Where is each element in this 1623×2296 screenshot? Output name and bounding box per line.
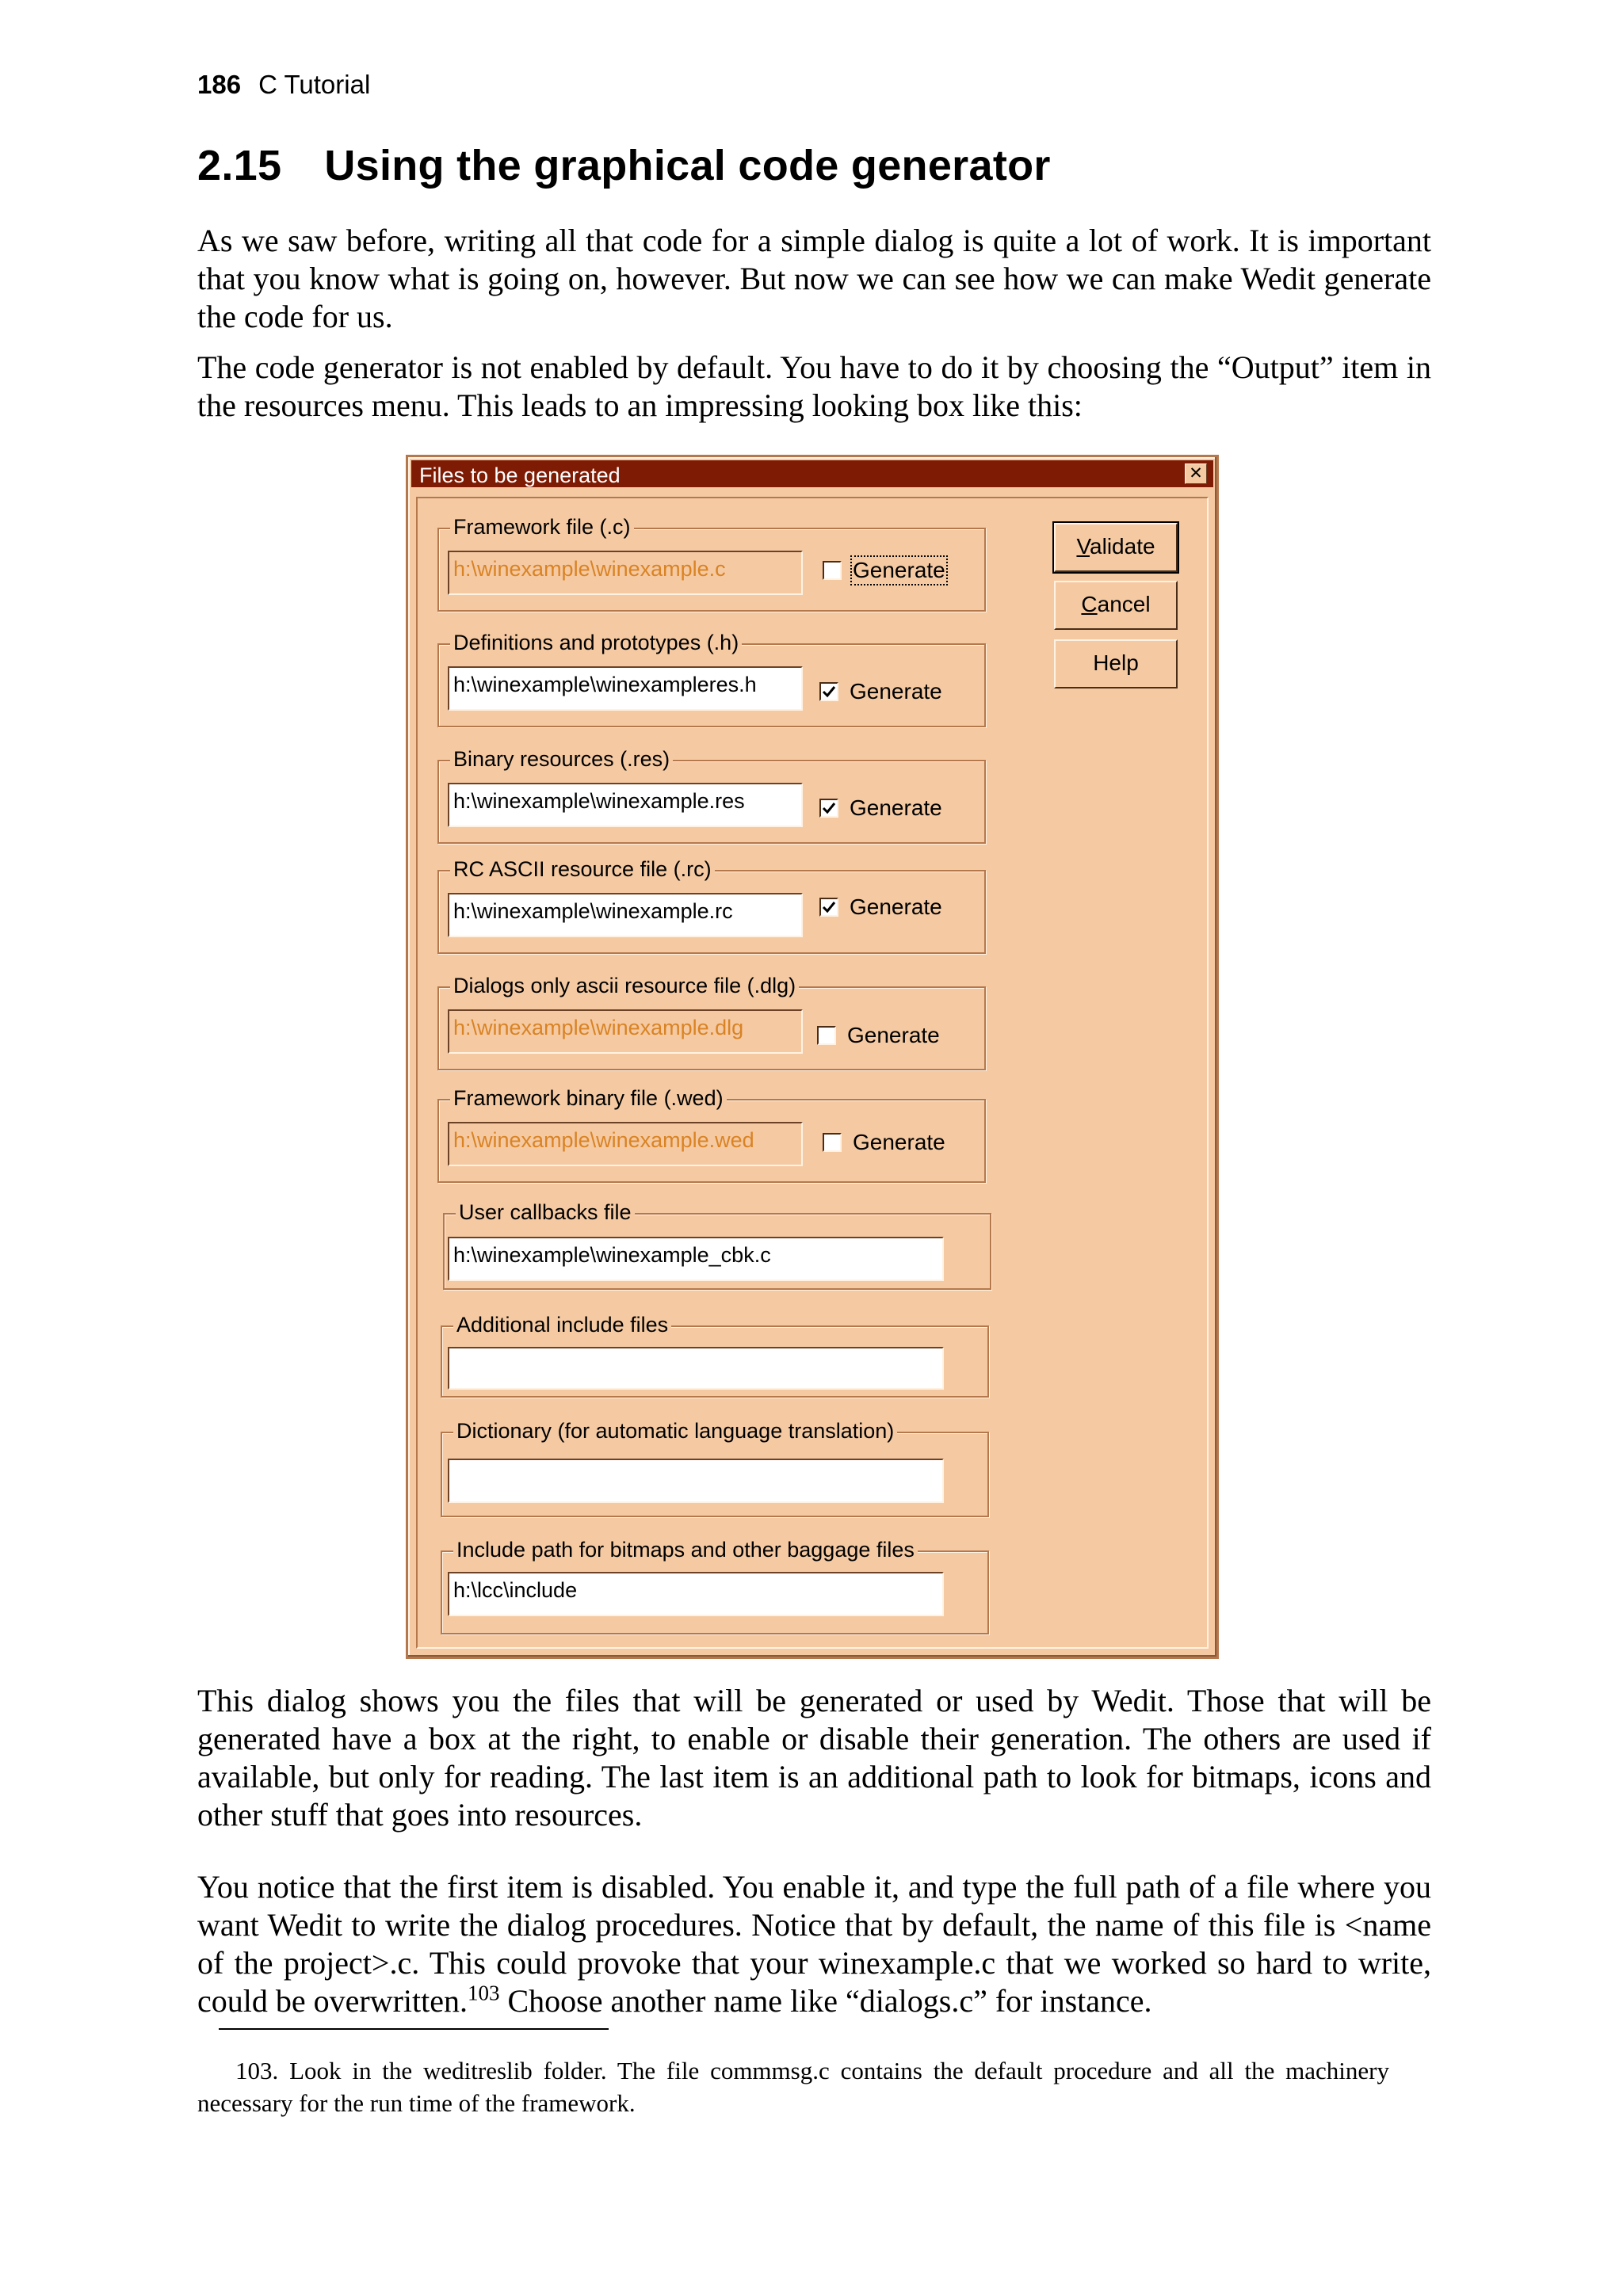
additional-include-input[interactable] <box>448 1347 944 1390</box>
running-title: C Tutorial <box>258 70 371 99</box>
generate-label: Generate <box>850 795 942 820</box>
definitions-generate-checkbox[interactable] <box>819 679 942 704</box>
checkbox-checked-icon <box>819 898 838 917</box>
include-path-input[interactable]: h:\lcc\include <box>448 1572 944 1616</box>
definitions-file-input[interactable]: h:\winexample\winexampleres.h <box>448 666 803 711</box>
framework-binary-input: h:\winexample\winexample.wed <box>448 1122 803 1166</box>
dictionary-input[interactable] <box>448 1459 944 1503</box>
group-legend: Dialogs only ascii resource file (.dlg) <box>450 973 799 998</box>
group-legend: Additional include files <box>453 1312 671 1337</box>
page-number: 186 <box>197 70 242 99</box>
group-legend: Binary resources (.res) <box>450 746 673 772</box>
binary-resources-generate-checkbox[interactable] <box>819 795 942 821</box>
footnote-divider <box>219 2028 609 2030</box>
group-legend: Dictionary (for automatic language translation) <box>453 1418 897 1444</box>
framework-file-input: h:\winexample\winexample.c <box>448 551 803 595</box>
section-number: 2.15 <box>197 142 282 189</box>
group-legend: User callbacks file <box>456 1199 635 1225</box>
dialog-titlebar <box>411 460 1213 487</box>
cancel-label: ancel <box>1097 592 1151 616</box>
footnote-reference[interactable]: 103 <box>468 1981 500 2005</box>
framework-file-generate-checkbox[interactable] <box>823 558 945 583</box>
rc-resource-input[interactable]: h:\winexample\winexample.rc <box>448 893 803 937</box>
checkbox-checked-icon <box>819 682 838 701</box>
paragraph-intro: As we saw before, writing all that code for a simple dialog is quite a lot of work. It is important that you know what is going on, however. But now we can see how we can make Wedit generate the code for us. <box>197 223 1431 334</box>
group-legend: RC ASCII resource file (.rc) <box>450 856 715 882</box>
checkbox-unchecked-icon <box>823 1133 842 1152</box>
generate-label: Generate <box>853 558 945 582</box>
footnote-103: 103. Look in the weditreslib folder. The file commmsg.c contains the default procedure and all the machinery necessary for the run time of the framework. <box>197 2057 1389 2117</box>
help-button[interactable]: Help <box>1054 639 1178 688</box>
close-icon: ✕ <box>1189 464 1203 482</box>
generate-label: Generate <box>853 1130 945 1154</box>
framework-binary-generate-checkbox[interactable] <box>823 1130 945 1155</box>
cancel-mnemonic: C <box>1081 592 1098 616</box>
close-button[interactable] <box>1185 463 1207 484</box>
running-header <box>197 70 370 100</box>
paragraph-first-item-tail: Choose another name like “dialogs.c” for instance. <box>499 1983 1152 2019</box>
generate-label: Generate <box>847 1023 940 1047</box>
validate-label: alidate <box>1090 534 1155 559</box>
checkbox-unchecked-icon <box>823 561 842 580</box>
validate-button[interactable] <box>1054 523 1178 572</box>
user-callbacks-input[interactable]: h:\winexample\winexample_cbk.c <box>448 1237 944 1281</box>
rc-resource-generate-checkbox[interactable] <box>819 894 942 920</box>
dialog-title: Files to be generated <box>419 463 621 487</box>
dialogs-resource-generate-checkbox[interactable] <box>817 1023 940 1048</box>
binary-resources-input[interactable]: h:\winexample\winexample.res <box>448 783 803 827</box>
group-legend: Include path for bitmaps and other baggage files <box>453 1537 918 1562</box>
validate-mnemonic: V <box>1076 534 1090 559</box>
group-legend: Framework binary file (.wed) <box>450 1085 727 1111</box>
section-title <box>197 141 1051 190</box>
cancel-button[interactable] <box>1054 581 1178 630</box>
files-to-be-generated-dialog <box>406 455 1219 1659</box>
paragraph-first-item-text: You notice that the first item is disabled. You enable it, and type the full path of a file where you want Wedit to write the dialog procedures. Notice that by default, the name of this file is <name of the project>.c. This could provoke that your winexample.c that we worked so hard to write, could be overwritten. <box>197 1869 1431 2019</box>
generate-label: Generate <box>850 894 942 919</box>
section-title-text: Using the graphical code generator <box>324 142 1051 189</box>
checkbox-unchecked-icon <box>817 1026 836 1045</box>
dialogs-resource-input: h:\winexample\winexample.dlg <box>448 1009 803 1054</box>
generate-label: Generate <box>850 679 942 704</box>
paragraph-first-item <box>197 1868 1431 2020</box>
paragraph-code-generator: The code generator is not enabled by default. You have to do it by choosing the “Output” item in the resources menu. This leads to an impressing looking box like this: <box>197 349 1431 423</box>
group-legend: Definitions and prototypes (.h) <box>450 630 742 655</box>
group-legend: Framework file (.c) <box>450 514 634 540</box>
paragraph-dialog-explanation: This dialog shows you the files that will be generated or used by Wedit. Those that will be generated have a box at the right, to enable or disable their generation. The others are used if available, but only for reading. The last item is an additional path to look for bitmaps, icons and other stuff that goes into resources. <box>197 1683 1431 1833</box>
checkbox-checked-icon <box>819 799 838 818</box>
